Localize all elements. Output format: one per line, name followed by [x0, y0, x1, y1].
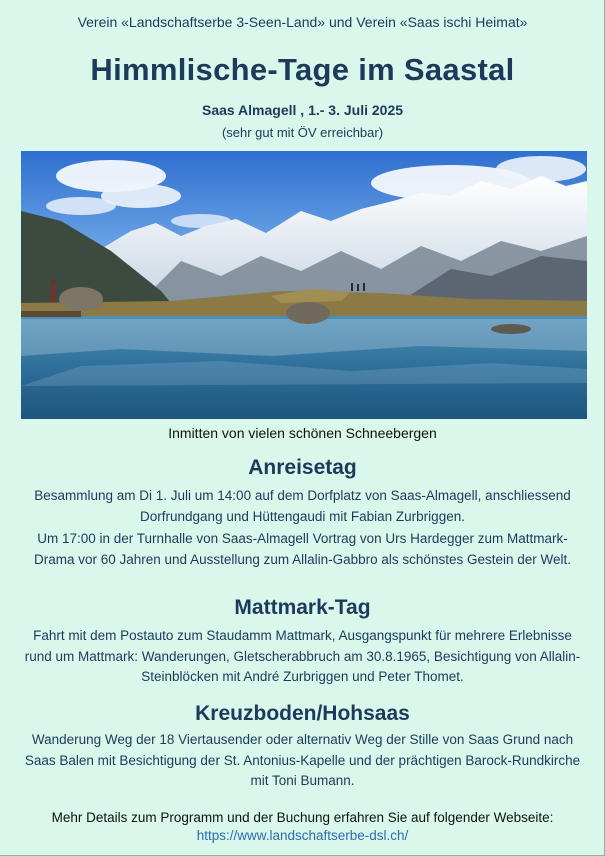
- website-link[interactable]: https://www.landschaftserbe-dsl.ch/: [196, 828, 409, 843]
- landscape-illustration: [21, 151, 587, 419]
- section-heading-anreisetag: Anreisetag: [248, 456, 357, 479]
- photo-caption: Inmitten von vielen schönen Schneebergen: [168, 425, 437, 441]
- date-location: Saas Almagell , 1.- 3. Juli 2025: [201, 102, 404, 118]
- section-heading-kreuzboden: Kreuzboden/Hohsaas: [195, 702, 410, 725]
- mountain-lake-photo: [21, 151, 587, 419]
- section-paragraph: Um 17:00 in der Turnhalle von Saas-Almagell Vortrag von Urs Hardegger zum Mattmark-Drama vor 60 Jahren und Ausstellung zum Allalin-Gabbro als schönstes Gestein der Welt.: [33, 531, 572, 567]
- transport-note: (sehr gut mit ÖV erreichbar): [221, 125, 384, 140]
- section-paragraph: Fahrt mit dem Postauto zum Staudamm Mattmark, Ausgangspunkt für mehrere Erlebnisse rund um Mattmark: Wanderungen, Gletscherabbruch am 30.8.1965, Besichtigung von Allalin-Steinblöcken mit André Zurbriggen und Peter Thomet.: [24, 628, 581, 684]
- organizers-line: Verein «Landschaftserbe 3-Seen-Land» und Verein «Saas ischi Heimat»: [77, 14, 528, 30]
- section-heading-mattmark: Mattmark-Tag: [234, 596, 371, 619]
- more-info-text: Mehr Details zum Programm und der Buchung erfahren Sie auf folgender Webseite:: [51, 810, 554, 825]
- page-title: Himmlische-Tage im Saastal: [90, 52, 515, 87]
- section-paragraph: Besammlung am Di 1. Juli um 14:00 auf dem Dorfplatz von Saas-Almagell, anschliessend Dorfrundgang und Hüttengaudi mit Fabian Zurbriggen.: [34, 488, 571, 524]
- section-paragraph: Wanderung Weg der 18 Viertausender oder alternativ Weg der Stille von Saas Grund nach Saas Balen mit Besichtigung der St. Antonius-Kapelle und der prächtigen Barock-Rundkirche mit Toni Bumann.: [24, 732, 581, 788]
